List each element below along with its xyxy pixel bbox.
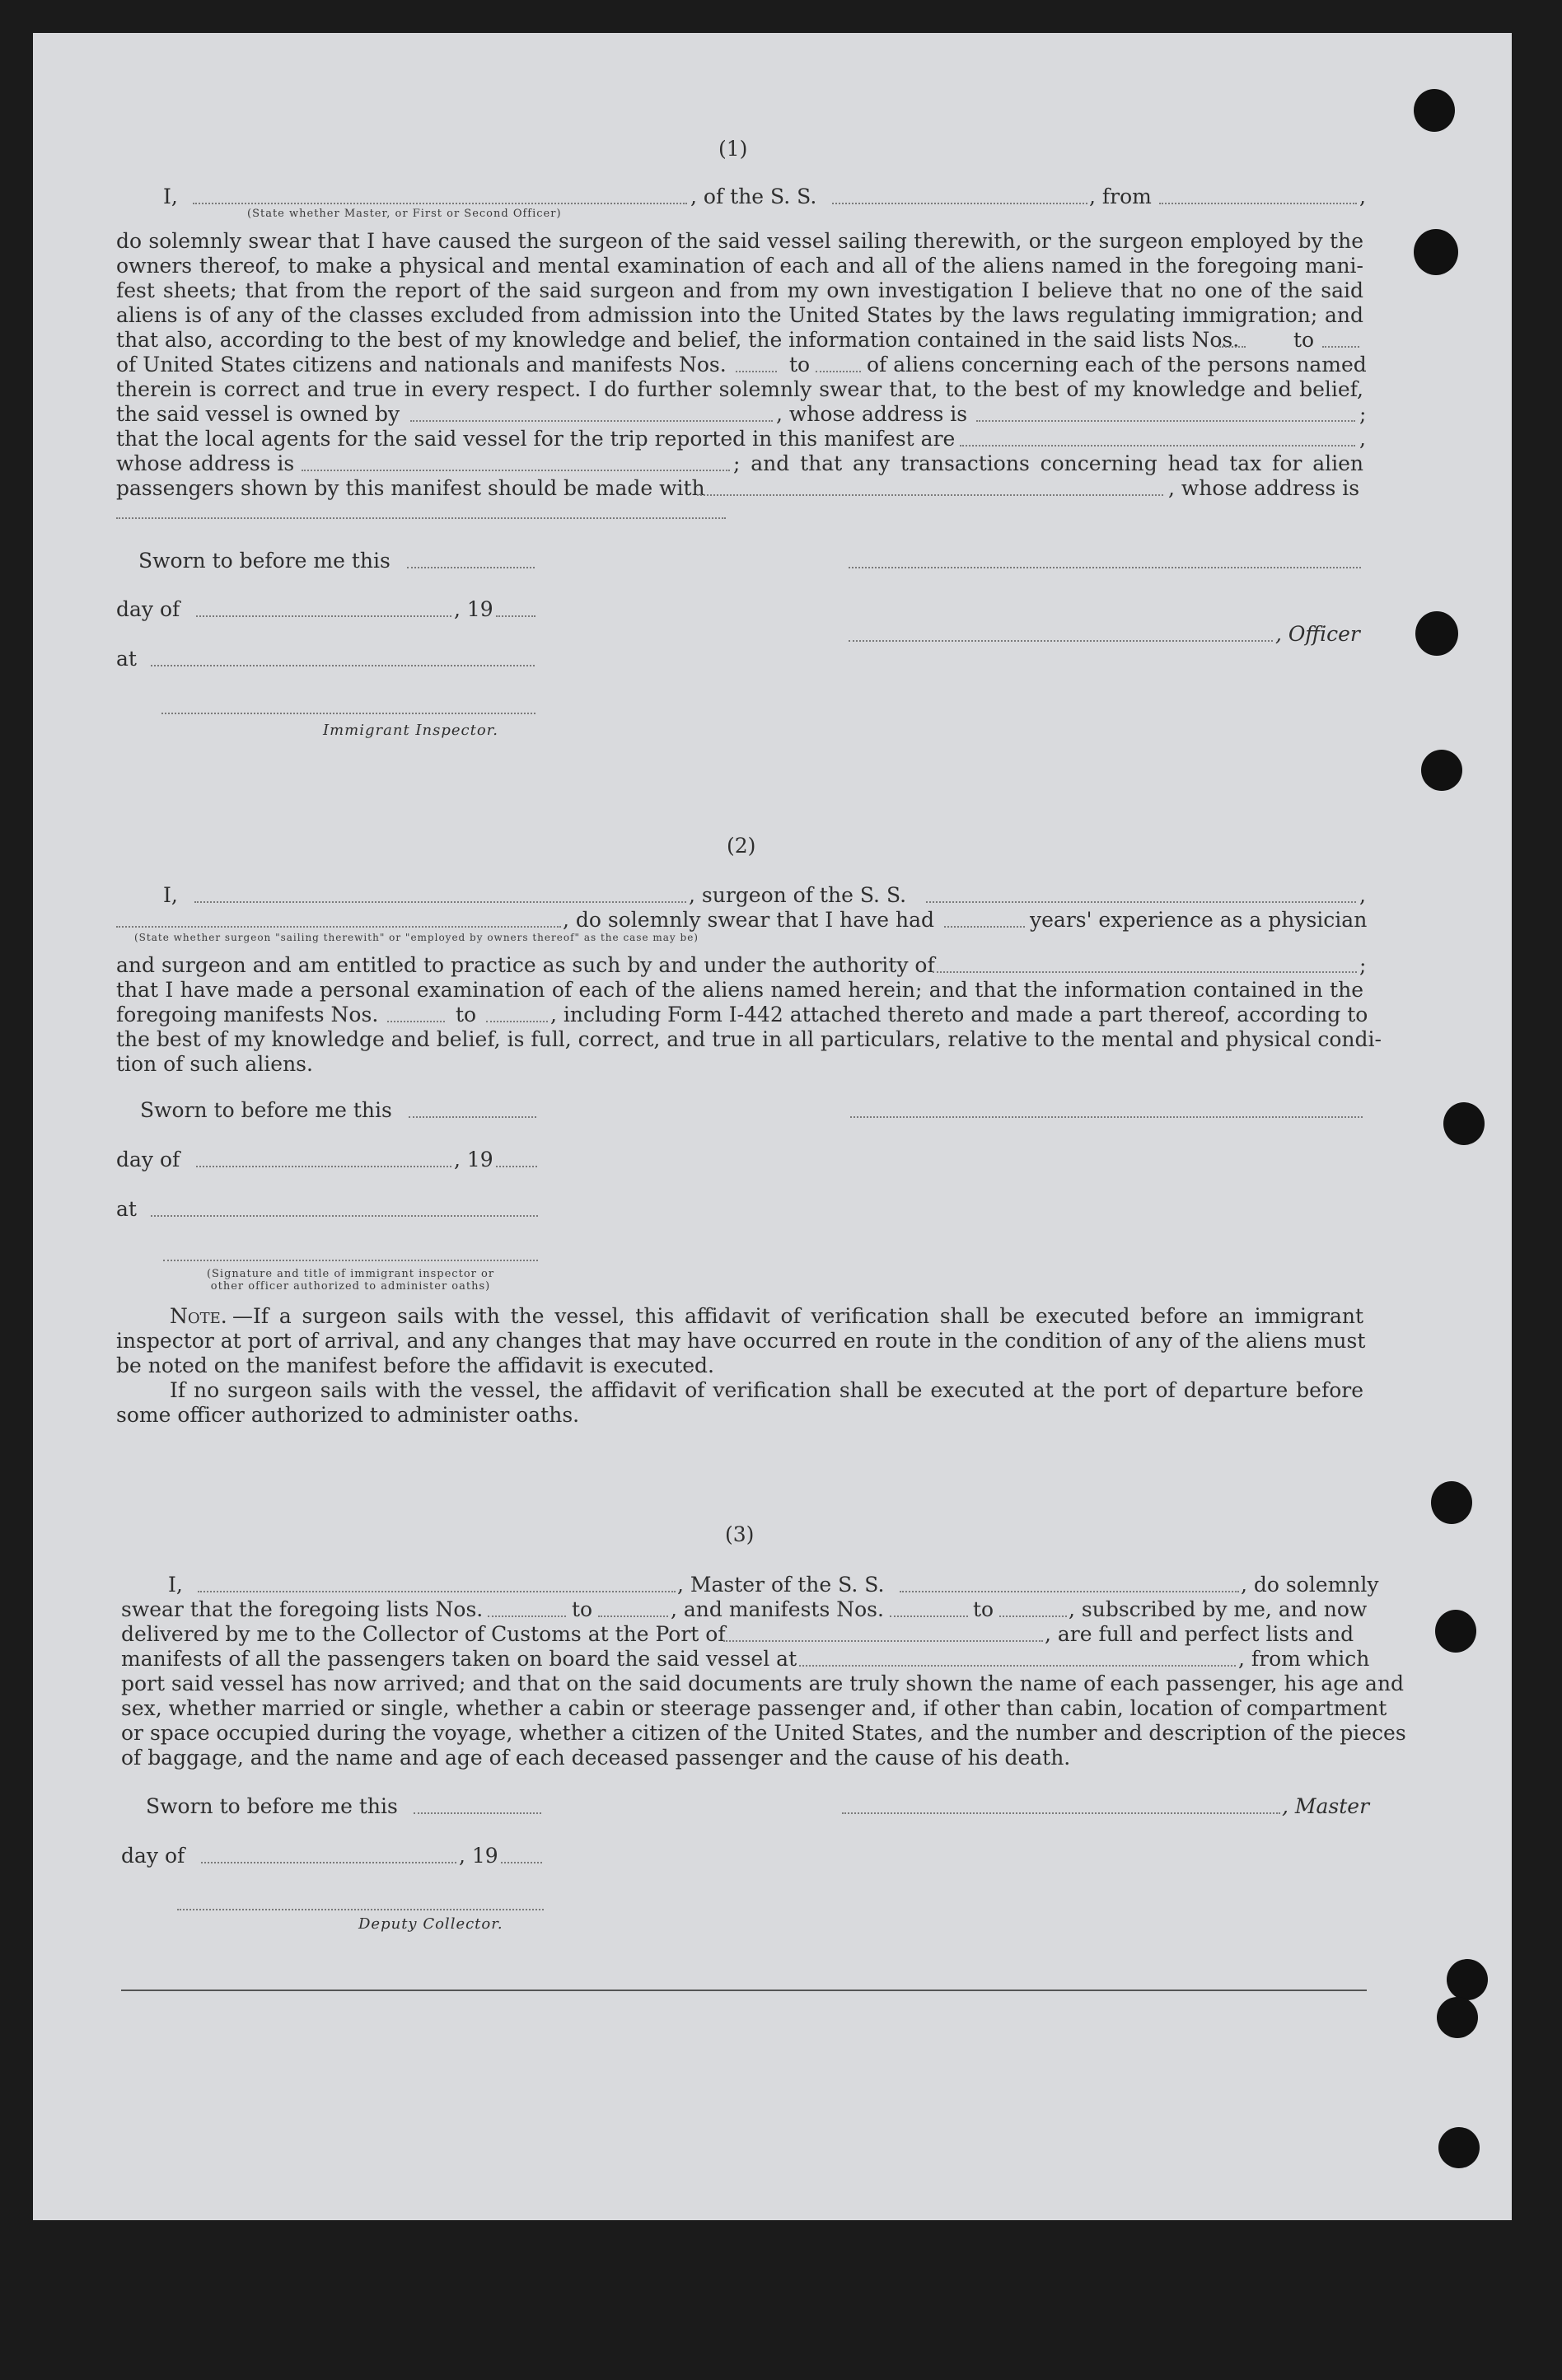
agents-blank[interactable] [960,445,1355,447]
sworn-label: Sworn to before me this [146,1794,398,1818]
experience-text: years' experience as a physician [1030,908,1368,932]
lists-text: swear that the foregoing lists Nos. [121,1597,484,1621]
aliens-text: of aliens concerning each of the persons named [867,353,1367,376]
vessel-name-blank[interactable] [832,203,1087,204]
place-blank[interactable] [151,665,535,666]
sworn-date-blank[interactable] [414,1812,541,1814]
binder-hole [1431,1481,1472,1524]
passengers-text: passengers shown by this manifest should be made with [116,476,705,500]
bottom-rule [121,1990,1367,1991]
binder-hole [1443,1102,1485,1145]
manifests-to-blank[interactable] [999,1616,1067,1617]
surgeon-name-blank[interactable] [194,901,686,903]
to-label: to [456,1003,477,1026]
years-experience-blank[interactable] [944,926,1025,928]
note-line: some officer authorized to administer oaths. [116,1403,580,1427]
note-line: If no surgeon sails with the vessel, the affidavit of verification shall be executed at the port of departure before [170,1378,1363,1402]
note-line: inspector at port of arrival, and any changes that may have occurred en route in the condition of any of the aliens must [116,1329,1366,1353]
para-line: port said vessel has now arrived; and that on the said documents are truly shown the name of each passenger, his age and [121,1672,1405,1695]
binder-hole [1421,750,1462,791]
para-line: that I have made a personal examination of each of the aliens named herein; and that the information contained in the [116,978,1363,1002]
para-line: sex, whether married or single, whether a cabin or steerage passenger and, if other than cabin, location of compartment [121,1696,1387,1720]
binder-hole [1414,229,1458,275]
semicolon: ; [1359,953,1367,977]
signature-note-1: (Signature and title of immigrant inspector or [206,1268,495,1280]
swear-text: , do solemnly swear that I have had [563,908,935,932]
month-blank[interactable] [196,615,451,617]
owner-blank[interactable] [410,420,773,422]
para-line: therein is correct and true in every respect. I do further solemnly swear that, to the best of my knowledge and belief, [116,377,1363,401]
agents-text: that the local agents for the said vessel for the trip reported in this manifest are [116,427,956,451]
from-port-blank[interactable] [1159,203,1357,204]
citizens-text: of United States citizens and nationals and manifests Nos. [116,353,727,376]
master-name-blank[interactable] [193,203,687,204]
inspector-signature-blank[interactable] [163,1260,538,1261]
master-of-ss-label: , Master of the S. S. [677,1573,885,1597]
para-line: tion of such aliens. [116,1052,313,1076]
para-line: of baggage, and the name and age of each deceased passenger and the cause of his death. [121,1746,1071,1770]
para-line: or space occupied during the voyage, whether a citizen of the United States, and the number and description of the pieces [121,1721,1406,1745]
section-number: (1) [718,137,748,161]
head-tax-text: ; and that any transactions concerning head tax for alien [733,451,1363,475]
to-label: to [572,1597,593,1621]
deputy-label: Deputy Collector. [358,1915,503,1933]
at-label: at [116,647,137,671]
head-tax-agent-blank[interactable] [697,494,1163,496]
lists-from-blank[interactable] [488,1616,566,1617]
to-label: to [1293,328,1315,352]
lists-to-blank[interactable] [1322,346,1359,348]
manifests-from-blank[interactable] [736,371,777,372]
section-number: (2) [727,834,756,858]
day-of-label: day of [121,1844,185,1868]
agents-address-blank[interactable] [302,470,730,471]
surgeon-note: (State whether surgeon "sailing therewith" or "employed by owners thereof" as the case may be) [134,932,699,943]
inspector-signature-blank[interactable] [161,713,535,714]
para-line: aliens is of any of the classes excluded from admission into the United States by the laws regulating immigration; and [116,303,1363,327]
head-tax-address-blank[interactable] [116,517,726,519]
sworn-label: Sworn to before me this [138,549,390,573]
deputy-signature-blank[interactable] [177,1909,544,1910]
whose-address-label: , whose address is [776,402,968,426]
lists-to-blank[interactable] [598,1616,668,1617]
manifests-from-blank[interactable] [890,1616,968,1617]
to-label: to [789,353,811,376]
collector-text: delivered by me to the Collector of Customs at the Port of [121,1622,726,1646]
binder-hole [1435,1610,1476,1653]
year-blank[interactable] [501,1862,542,1863]
from-which-text: , from which [1238,1647,1370,1671]
form-text: , including Form I-442 attached thereto and made a part thereof, according to [550,1003,1368,1026]
signature-note-2: other officer authorized to administer oaths) [210,1280,491,1293]
manifests-from-blank[interactable] [387,1021,445,1022]
comma: , [1359,427,1366,451]
note-label: Note. [170,1304,227,1328]
master-signature-blank[interactable] [842,1812,1280,1814]
label-i: I, [168,1573,183,1597]
at-label: at [116,1197,137,1221]
label-from: , from [1089,185,1152,208]
label-i: I, [163,185,178,208]
day-of-label: day of [116,1148,180,1171]
manifests-to-blank[interactable] [816,371,861,372]
sworn-label: Sworn to before me this [140,1098,392,1122]
master-label: , Master [1282,1794,1370,1818]
year-label: , 19 [454,597,493,621]
note-line: —If a surgeon sails with the vessel, this affidavit of verification shall be executed before an immigrant [232,1304,1363,1328]
label-of-ss: , of the S. S. [690,185,817,208]
subscribed-text: , subscribed by me, and now [1069,1597,1368,1621]
year-label: , 19 [454,1148,493,1171]
officer-signature-blank[interactable] [849,640,1273,642]
place-blank[interactable] [151,1215,538,1217]
para-line: do solemnly swear that I have caused the surgeon of the said vessel sailing therewith, or the surgeon employed by the [116,229,1363,253]
year-blank[interactable] [496,615,535,617]
officer-label: , Officer [1275,622,1360,646]
surgeon-of-ss-label: , surgeon of the S. S. [689,883,907,907]
month-blank[interactable] [201,1862,456,1863]
do-solemnly-text: , do solemnly [1241,1573,1379,1597]
inspector-label: Immigrant Inspector. [323,722,499,739]
master-name-blank[interactable] [198,1591,676,1592]
binder-hole [1437,1997,1478,2038]
binder-hole [1415,611,1458,656]
para-line: owners thereof, to make a physical and mental examination of each and all of the aliens named in the foregoing mani- [116,254,1363,278]
binder-hole [1414,89,1455,132]
year-label: , 19 [459,1844,498,1868]
binder-hole [1447,1959,1488,2000]
manifests-text: foregoing manifests Nos. [116,1003,379,1026]
manifests-text: manifests of all the passengers taken on board the said vessel at [121,1647,797,1671]
surgeon-status-blank[interactable] [116,926,561,928]
port-blank[interactable] [723,1640,1043,1642]
boarding-port-blank[interactable] [799,1665,1236,1667]
surgeon-signature-blank[interactable] [850,1116,1363,1118]
officer-note: (State whether Master, or First or Second Officer) [247,208,562,220]
month-blank[interactable] [196,1166,451,1167]
authority-text: and surgeon and am entitled to practice as such by and under the authority of [116,953,935,977]
owner-address-blank[interactable] [976,420,1355,422]
whose-address-label: , whose address is [1168,476,1360,500]
sworn-date-blank[interactable] [407,567,535,568]
authority-blank[interactable] [933,971,1357,973]
year-blank[interactable] [496,1166,537,1167]
whose-address-label: whose address is [116,451,295,475]
owned-text: the said vessel is owned by [116,402,400,426]
section-number: (3) [725,1522,755,1546]
lists-from-blank[interactable] [1219,346,1246,348]
para-line: fest sheets; that from the report of the said surgeon and from my own investigation I believe that no one of the said [116,278,1363,302]
surgeon-vessel-blank[interactable] [926,901,1356,903]
semicolon: ; [1359,402,1367,426]
manifests-to-blank[interactable] [486,1021,548,1022]
note-line: be noted on the manifest before the affidavit is executed. [116,1354,714,1377]
full-lists-text: , are full and perfect lists and [1045,1622,1354,1646]
to-label: to [973,1597,994,1621]
label-i: I, [163,883,178,907]
lists-text: that also, according to the best of my knowledge and belief, the information contained in the said lists Nos. [116,328,1240,352]
manifests-text: , and manifests Nos. [671,1597,884,1621]
vessel-name-blank[interactable] [900,1591,1239,1592]
sworn-date-blank[interactable] [409,1116,536,1118]
comma: , [1359,185,1366,208]
day-of-label: day of [116,597,180,621]
para-line: the best of my knowledge and belief, is full, correct, and true in all particulars, relative to the mental and physical condi- [116,1027,1382,1051]
binder-hole [1438,2127,1480,2168]
master-signature-blank[interactable] [849,567,1361,568]
comma: , [1359,883,1366,907]
